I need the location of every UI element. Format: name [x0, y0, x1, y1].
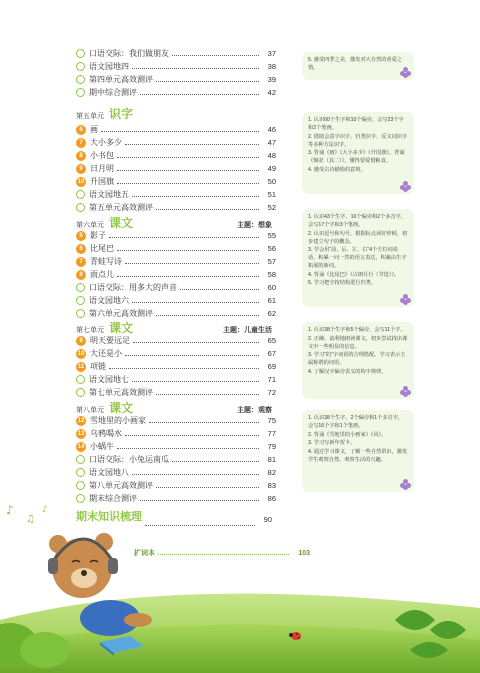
toc-item[interactable]: 13 乌鸦喝水 77	[77, 429, 276, 438]
unit-label: 第八单元	[76, 407, 104, 414]
bullet-icon	[76, 309, 85, 318]
unit-7-list	[76, 334, 276, 399]
toc-item[interactable]: 6 画 46	[76, 123, 276, 136]
unit-name: 课文	[109, 401, 134, 415]
flower-icon	[400, 294, 411, 305]
toc-item[interactable]: 第五单元高效测评 52	[76, 201, 276, 214]
lesson-number: 9	[76, 164, 86, 174]
toc-item[interactable]: 9 明天要远足 65	[76, 334, 276, 347]
toc-item[interactable]: 口语交际：我们做朋友 37	[76, 47, 276, 60]
toc-item[interactable]: 语文园地六 61	[76, 294, 276, 307]
toc-item[interactable]: 语文园地七 71	[76, 373, 276, 386]
bullet-icon	[76, 49, 85, 58]
lesson-number: 8	[76, 270, 86, 280]
lesson-number: 12	[77, 417, 85, 424]
bullet-icon	[76, 62, 85, 71]
svg-text:♪: ♪	[42, 505, 48, 515]
toc-item[interactable]: 期末综合测评 86	[76, 492, 276, 505]
unit-name: 识字	[109, 107, 134, 121]
goals-box-7: 1. 认识38个生字和5个偏旁，会写11个字。 2. 正确、流利地朗读课文，初步尝试找出课文中一些明显的信息。 3. 学习“的”字词语的合理搭配，学习表示主属称谓的词语。 4. 了解汉字偏旁表义的构字规律。	[302, 322, 414, 399]
toc-item[interactable]: 11 项链 69	[77, 362, 276, 371]
goals-box-5: 1. 认识60个生字和10个偏旁，会写23个字和2个笔画。 2. 借助会意字识字、归类识字、反义词识字等多种方法识字。 3. 背诵《画》《大小多少》《升国旗》。背诵《悯农（其二）》，懂得要爱惜粮食。 4. 感受古诗描绘的意境。	[302, 112, 414, 194]
toc-item[interactable]: 语文园地四 38	[76, 60, 276, 73]
toc-item[interactable]: 7 大小多少 47	[76, 136, 276, 149]
lesson-number: 14	[77, 443, 85, 450]
lesson-number: 8	[76, 151, 86, 161]
lesson-number: 11	[77, 363, 85, 370]
unit-label: 第六单元	[76, 222, 104, 229]
toc-item[interactable]: 口语交际：用多大的声音 60	[76, 281, 276, 294]
meadow-illustration	[0, 500, 480, 673]
toc-item[interactable]: 第六单元高效测评 62	[76, 307, 276, 320]
toc-item[interactable]: 12 雪地里的小画家 75	[77, 416, 276, 425]
bullet-icon	[76, 75, 85, 84]
toc-extension[interactable]	[134, 548, 310, 558]
unit-theme: 主题：想象	[237, 222, 272, 229]
lesson-number: 5	[76, 231, 86, 241]
bullet-icon	[76, 190, 85, 199]
flower-icon	[400, 181, 411, 192]
lesson-number: 6	[76, 244, 86, 254]
unit-theme: 主题：观察	[237, 407, 272, 414]
music-note-icon	[6, 503, 48, 525]
lesson-number: 10	[77, 178, 85, 185]
toc-item[interactable]: 6 比尾巴 56	[76, 242, 276, 255]
unit-5-list	[76, 123, 276, 214]
toc-item[interactable]: 口语交际：小兔运南瓜 81	[76, 453, 276, 466]
bullet-icon	[76, 481, 85, 490]
toc-item[interactable]: 7 青蛙写诗 57	[76, 255, 276, 268]
toc-item[interactable]: 8 雨点儿 58	[76, 268, 276, 281]
toc-item[interactable]: 5 影子 55	[76, 229, 276, 242]
lesson-number: 10	[77, 350, 85, 357]
lesson-number: 6	[76, 125, 86, 135]
unit-6-list	[76, 229, 276, 320]
goals-box-6: 1. 认识43个生字、10个偏旁和2个多音字，会写17个字和3个笔画。 2. 认识逗号和句号，根据标点读好停顿，初步建立句子的概念。 3. 学会用“前、后、左、右”4个方位词说话，积累一问一答的语言表达，积累由生字拓展的新词。 4. 背诵《比尾巴》《古朗月行（节选）》。 5. 学习把字按结构进行归类。	[302, 209, 414, 307]
bullet-icon	[76, 283, 85, 292]
unit-8-list	[76, 414, 276, 505]
flower-icon	[400, 479, 411, 490]
bullet-icon	[76, 455, 85, 464]
toc-top	[76, 47, 276, 99]
extension-title: 扩词本	[134, 550, 155, 557]
bullet-icon	[76, 296, 85, 305]
toc-item[interactable]: 10 大还是小 67	[77, 349, 276, 358]
bullet-icon	[76, 468, 85, 477]
bullet-icon	[76, 375, 85, 384]
toc-item[interactable]: 14 小蜗牛 79	[77, 442, 276, 451]
lesson-number: 9	[76, 336, 86, 346]
unit-label: 第七单元	[76, 327, 104, 334]
toc-item[interactable]: 第七单元高效测评 72	[76, 386, 276, 399]
goals-box-4: 5. 感受四季之美，激发对大自然的喜爱之情。	[302, 52, 414, 80]
svg-text:♫: ♫	[26, 514, 35, 525]
unit-label: 第五单元	[76, 113, 104, 120]
toc-item[interactable]: 期中综合测评 42	[76, 86, 276, 99]
bullet-icon	[76, 203, 85, 212]
toc-item[interactable]: 语文园地五 51	[76, 188, 276, 201]
bullet-icon	[76, 88, 85, 97]
toc-item[interactable]: 第四单元高效测评 39	[76, 73, 276, 86]
toc-item[interactable]: 9 日月明 49	[76, 162, 276, 175]
flower-icon	[400, 386, 411, 397]
summary-page: 90	[263, 515, 272, 524]
goals-box-8: 1. 认识38个生字、2个偏旁和1个多音字，会写16个字和1个笔画。 2. 背诵《雪地里的小画家》《风》。 3. 学习写新年贺卡。 4. 通过学习课文，了解一些自然常识，激发学生观察自然、观察生活的兴趣。	[302, 410, 414, 492]
toc-item[interactable]: 语文园地八 82	[76, 466, 276, 479]
flower-icon	[400, 67, 411, 78]
extension-page: 103	[298, 549, 310, 557]
unit-name: 课文	[109, 321, 134, 335]
unit-header-5	[76, 106, 272, 122]
svg-text:♪: ♪	[6, 503, 14, 517]
bullet-icon	[76, 388, 85, 397]
toc-item[interactable]: 第八单元高效测评 83	[76, 479, 276, 492]
toc-item[interactable]: 10 升国旗 50	[77, 177, 276, 186]
unit-theme: 主题：儿童生活	[223, 327, 272, 334]
unit-name: 课文	[109, 216, 134, 230]
lesson-number: 13	[77, 430, 85, 437]
toc-item[interactable]: 8 小书包 48	[76, 149, 276, 162]
summary-title: 期末知识梳理	[76, 511, 142, 523]
lesson-number: 7	[76, 138, 86, 148]
lesson-number: 7	[76, 257, 86, 267]
